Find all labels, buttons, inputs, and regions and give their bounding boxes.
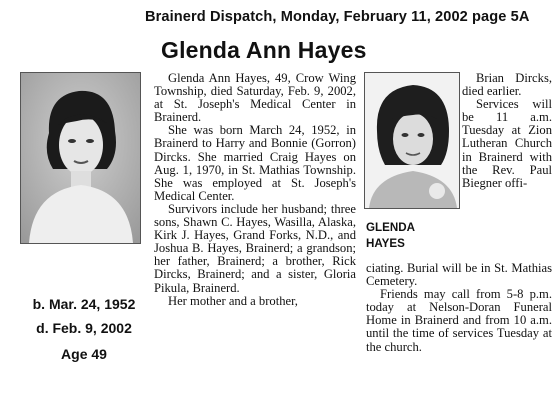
obituary-column-2 [462,72,552,190]
caption-line: GLENDA [366,221,415,234]
obituary-paragraph: Friends may call from 5-8 p.m. today at Nelson-Doran Funeral Home in Brainerd and from 10 a.m. until the time of services Tuesday at the church. [366,287,552,354]
birth-date: b. Mar. 24, 1952 [32,296,136,312]
death-date: d. Feb. 9, 2002 [36,320,132,336]
obituary-paragraph: Her mother and a brother, [168,293,298,308]
obituary-paragraph: Survivors include her husband; three sons, Shawn C. Hayes, Wasilla, Alaska, Kirk J. Hayes, Grand Forks, N.D., and Joshua B. Hayes, Brainerd; a grandson; her father, Brainerd; a brother, Rick Dircks, Brainerd; and a sister, Gloria Pikula, Brainerd. [154,201,356,295]
obituary-paragraph: Services will be 11 a.m. Tuesday at Zion Lutheran Church in Brainerd with the Rev. Paul Biegner offi- [462,97,552,190]
age-label: Age 49 [61,346,107,362]
photo-caption [366,220,415,252]
obituary-paragraph: ciating. Burial will be in St. Mathias Cemetery. [366,261,552,289]
obituary-paragraph: Glenda Ann Hayes, 49, Crow Wing Township, died Saturday, Feb. 9, 2002, at St. Joseph's Medical Center in Brainerd. [154,71,356,125]
newspaper-dateline: Brainerd Dispatch, Monday, February 11, 2002 page 5A [145,9,530,25]
obituary-paragraph: Brian Dircks, died earlier. [462,71,552,99]
caption-line: HAYES [366,237,405,250]
youth-portrait-photo [20,72,141,244]
obituary-headline: Glenda Ann Hayes [161,37,367,63]
obituary-column-1 [154,72,356,308]
adult-portrait-photo [364,72,460,209]
obituary-column-bottom [366,262,552,354]
obituary-paragraph: She was born March 24, 1952, in Brainerd to Harry and Bonnie (Gorron) Dircks. She married Craig Hayes on Aug. 1, 1970, in St. Mathias Township. She was employed at St. Joseph's Medical Center. [154,123,356,203]
